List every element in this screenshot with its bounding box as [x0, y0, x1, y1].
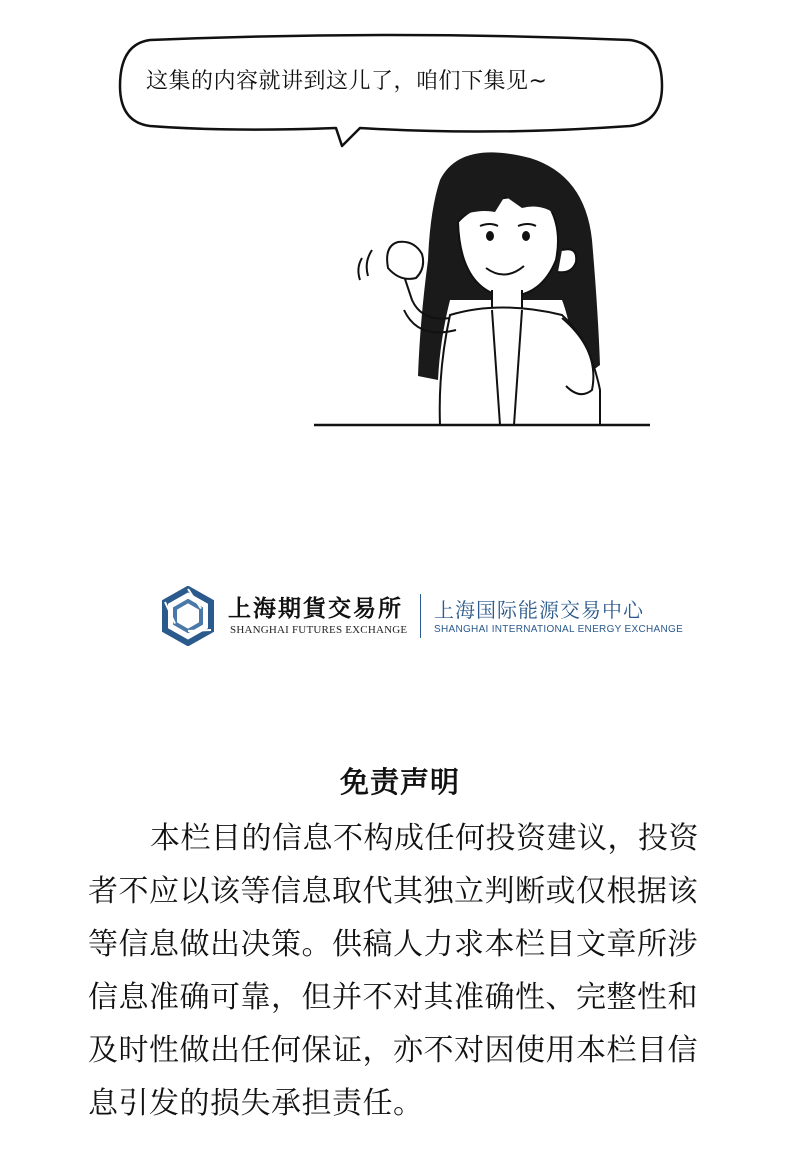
waving-hand-icon: [387, 242, 423, 279]
disclaimer-body: [88, 812, 728, 1130]
disclaimer-title: 免责声明: [339, 765, 460, 799]
sfe-emblem-icon: [158, 586, 218, 646]
sfe-name-cn: 上海期貨交易所: [228, 595, 403, 622]
waving-girl-illustration: [300, 150, 660, 440]
disclaimer-line: 及时性做出任何保证，亦不对因使用本栏目信: [88, 1033, 698, 1068]
ine-name-en: SHANGHAI INTERNATIONAL ENERGY EXCHANGE: [434, 624, 684, 635]
speech-bubble-text: 这集的内容就讲到这儿了，咱们下集见~: [146, 69, 548, 94]
disclaimer-line: 信息准确可靠，但并不对其准确性、完整性和: [88, 980, 698, 1015]
eye-icon: [486, 231, 494, 241]
speech-bubble: [110, 28, 670, 158]
exchange-logos: [158, 582, 684, 652]
sfe-name-en: SHANGHAI FUTURES EXCHANGE: [230, 624, 408, 636]
disclaimer-line: 本栏目的信息不构成任何投资建议，投资: [150, 821, 699, 856]
logo-divider: [420, 594, 421, 638]
disclaimer-line: 等信息做出决策。供稿人力求本栏目文章所涉: [88, 927, 698, 962]
disclaimer-line: 者不应以该等信息取代其独立判断或仅根据该: [88, 874, 698, 909]
ine-name-cn: 上海国际能源交易中心: [434, 598, 644, 622]
disclaimer-line: 息引发的损失承担责任。: [88, 1086, 424, 1121]
